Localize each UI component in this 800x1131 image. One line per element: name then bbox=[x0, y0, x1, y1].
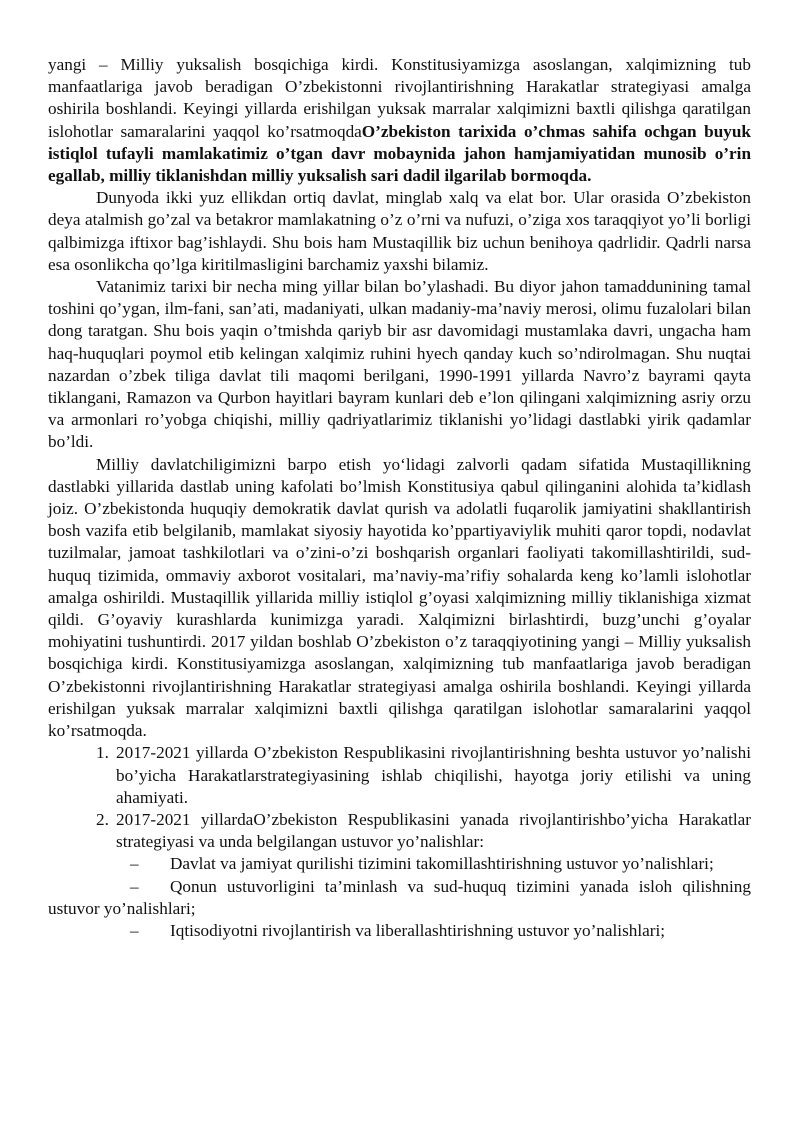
dash-list-item bbox=[48, 853, 751, 875]
dash-list-item bbox=[48, 920, 751, 942]
dash-item-text: Davlat va jamiyat qurilishi tizimini takomillashtirishning ustuvor yo’nalishlari; bbox=[170, 854, 714, 874]
paragraph-4: Milliy davlatchiligimizni barpo etish yo‘lidagi zalvorli qadam sifatida Mustaqillikning dastlabki yillarida dastlab uning kafolati bo’lmish Konstitusiya qabul qilinganini alohida ta’kidlash joiz. O’zbekistonda huquqiy demokratik davlat qurish va adolatli fuqarolik jamiyatini shakllantirish bosh vazifa etib belgilanib, mamlakat siyosiy hayotida ko’ppartiyaviylik muhiti qaror topdi, nodavlat tuzilmalar, jamoat tashkilotlari va o’zini-o’zi boshqarish organlari faoliyati takomillashtirildi, sud-huquq tizimida, ommaviy axborot vositalari, ma’naviy-ma’rifiy sohalarda keng ko’lamli islohotlar amalga oshirildi. Mustaqillik yillarida milliy istiqlol g’oyasi xalqimizning milliy tiklanishiga xizmat qildi. G’oyaviy kurashlarda kunimizga yaradi. Xalqimizni birlashtirdi, buzg’unchi g’oyalar mohiyatini tushuntirdi. 2017 yildan boshlab O’zbekiston o’z taraqqiyotining yangi – Milliy yuksalish bosqichiga kirdi. Konstitusiyamizga asoslangan, xalqimizning tub manfaatlariga javob beradigan O’zbekistonni rivojlantirishning Harakatlar strategiyasi amalga oshirila boshlandi. Keyingi yillarda erishilgan yuksak marralar xalqimizni baxtli qilishga qaratilgan islohotlar samaralarini yaqqol ko’rsatmoqda. bbox=[48, 454, 751, 741]
dash-item-text: Iqtisodiyotni rivojlantirish va liberallashtirishning ustuvor yo’nalishlari; bbox=[170, 920, 666, 940]
dash-list-item bbox=[48, 876, 751, 920]
list-number: 2. bbox=[96, 809, 109, 829]
dash-bullet: – bbox=[130, 920, 139, 940]
numbered-list-item bbox=[48, 742, 751, 809]
document-page bbox=[48, 54, 751, 942]
paragraph-3: Vatanimiz tarixi bir necha ming yillar bilan bo’ylashadi. Bu diyor jahon tamaddunining tamal toshini qo’ygan, ilm-fani, san’ati, madaniyati, ulkan madaniy-ma’naviy merosi, olimu fuzalolari bilan dong taratgan. Shu bois yaqin o’tmishda qariyb bir asr davomidagi mustamlaka davri, ungacha ham haq-huquqlari poymol etib kelingan xalqimiz ruhini hyech qanday kuch so’ndirolmagan. Shu nuqtai nazardan o’zbek tiliga davlat tili maqomi berilgani, 1990-1991 yillarda Navro’z bayrami qayta tiklangani, Ramazon va Qurbon hayitlari bayram kunlari deb e’lon qilingani xalqimizning asriy orzu va armonlari ro’yobga chiqishi, milliy qadriyatlarimiz tiklanishi yo’lidagi dastlabki yirik qadamlar bo’ldi. bbox=[48, 277, 751, 452]
paragraph-1 bbox=[48, 54, 751, 187]
list-number: 1. bbox=[96, 743, 109, 763]
dash-bullet: – bbox=[130, 854, 139, 874]
paragraph-2: Dunyoda ikki yuz ellikdan ortiq davlat, minglab xalq va elat bor. Ular orasida O’zbekiston deya atalmish go’zal va betakror mamlakatning o’z o’rni va nufuzi, o’ziga xos taraqqiyot yo’li borligi qalbimizga iftixor bag’ishlaydi. Shu bois ham Mustaqillik biz uchun benihoya qadrlidir. Qadrli narsa esa osonlikcha qo’lga kiritilmasligini barchamiz yaxshi bilamiz. bbox=[48, 188, 751, 274]
list-item-text: 2017-2021 yillarda O’zbekiston Respublikasini rivojlantirishning beshta ustuvor yo’nalishi bo’yicha Harakatlarstrategiyasining ishlab chiqilishi, hayotga joriy etilishi va uning ahamiyati. bbox=[116, 743, 751, 807]
paragraph-1-bold-text: O’zbekiston tarixida o’chmas sahifa ochgan buyuk istiqlol tufayli mamlakatimiz o’tgan davr mobaynida jahon hamjamiyatidan munosib o’rin egallab, milliy tiklanishdan milliy yuksalish sari dadil ilgarilab bormoqda. bbox=[48, 121, 751, 186]
numbered-list-item bbox=[48, 809, 751, 853]
paragraph-1-text: yangi – Milliy yuksalish bosqichiga kirdi. Konstitusiyamizga asoslangan, xalqimizning tub manfaatlariga javob beradigan O’zbekistonni rivojlantirishning Harakatlar strategiyasi amalga oshirila boshlandi. Keyingi yillarda erishilgan yuksak marralar xalqimizni baxtli qilishga qaratilgan islohotlar samaralarini yaqqol ko’rsatmoqda bbox=[48, 55, 751, 141]
dash-item-text: Qonun ustuvorligini ta’minlash va sud-huquq tizimini yanada isloh qilishning ustuvor yo’nalishlari; bbox=[48, 876, 751, 918]
list-item-text: 2017-2021 yillardaO’zbekiston Respublikasini yanada rivojlantirishbo’yicha Harakatlar strategiyasi va unda belgilangan ustuvor yo’nalishlar: bbox=[116, 809, 751, 852]
dash-bullet: – bbox=[130, 876, 139, 896]
